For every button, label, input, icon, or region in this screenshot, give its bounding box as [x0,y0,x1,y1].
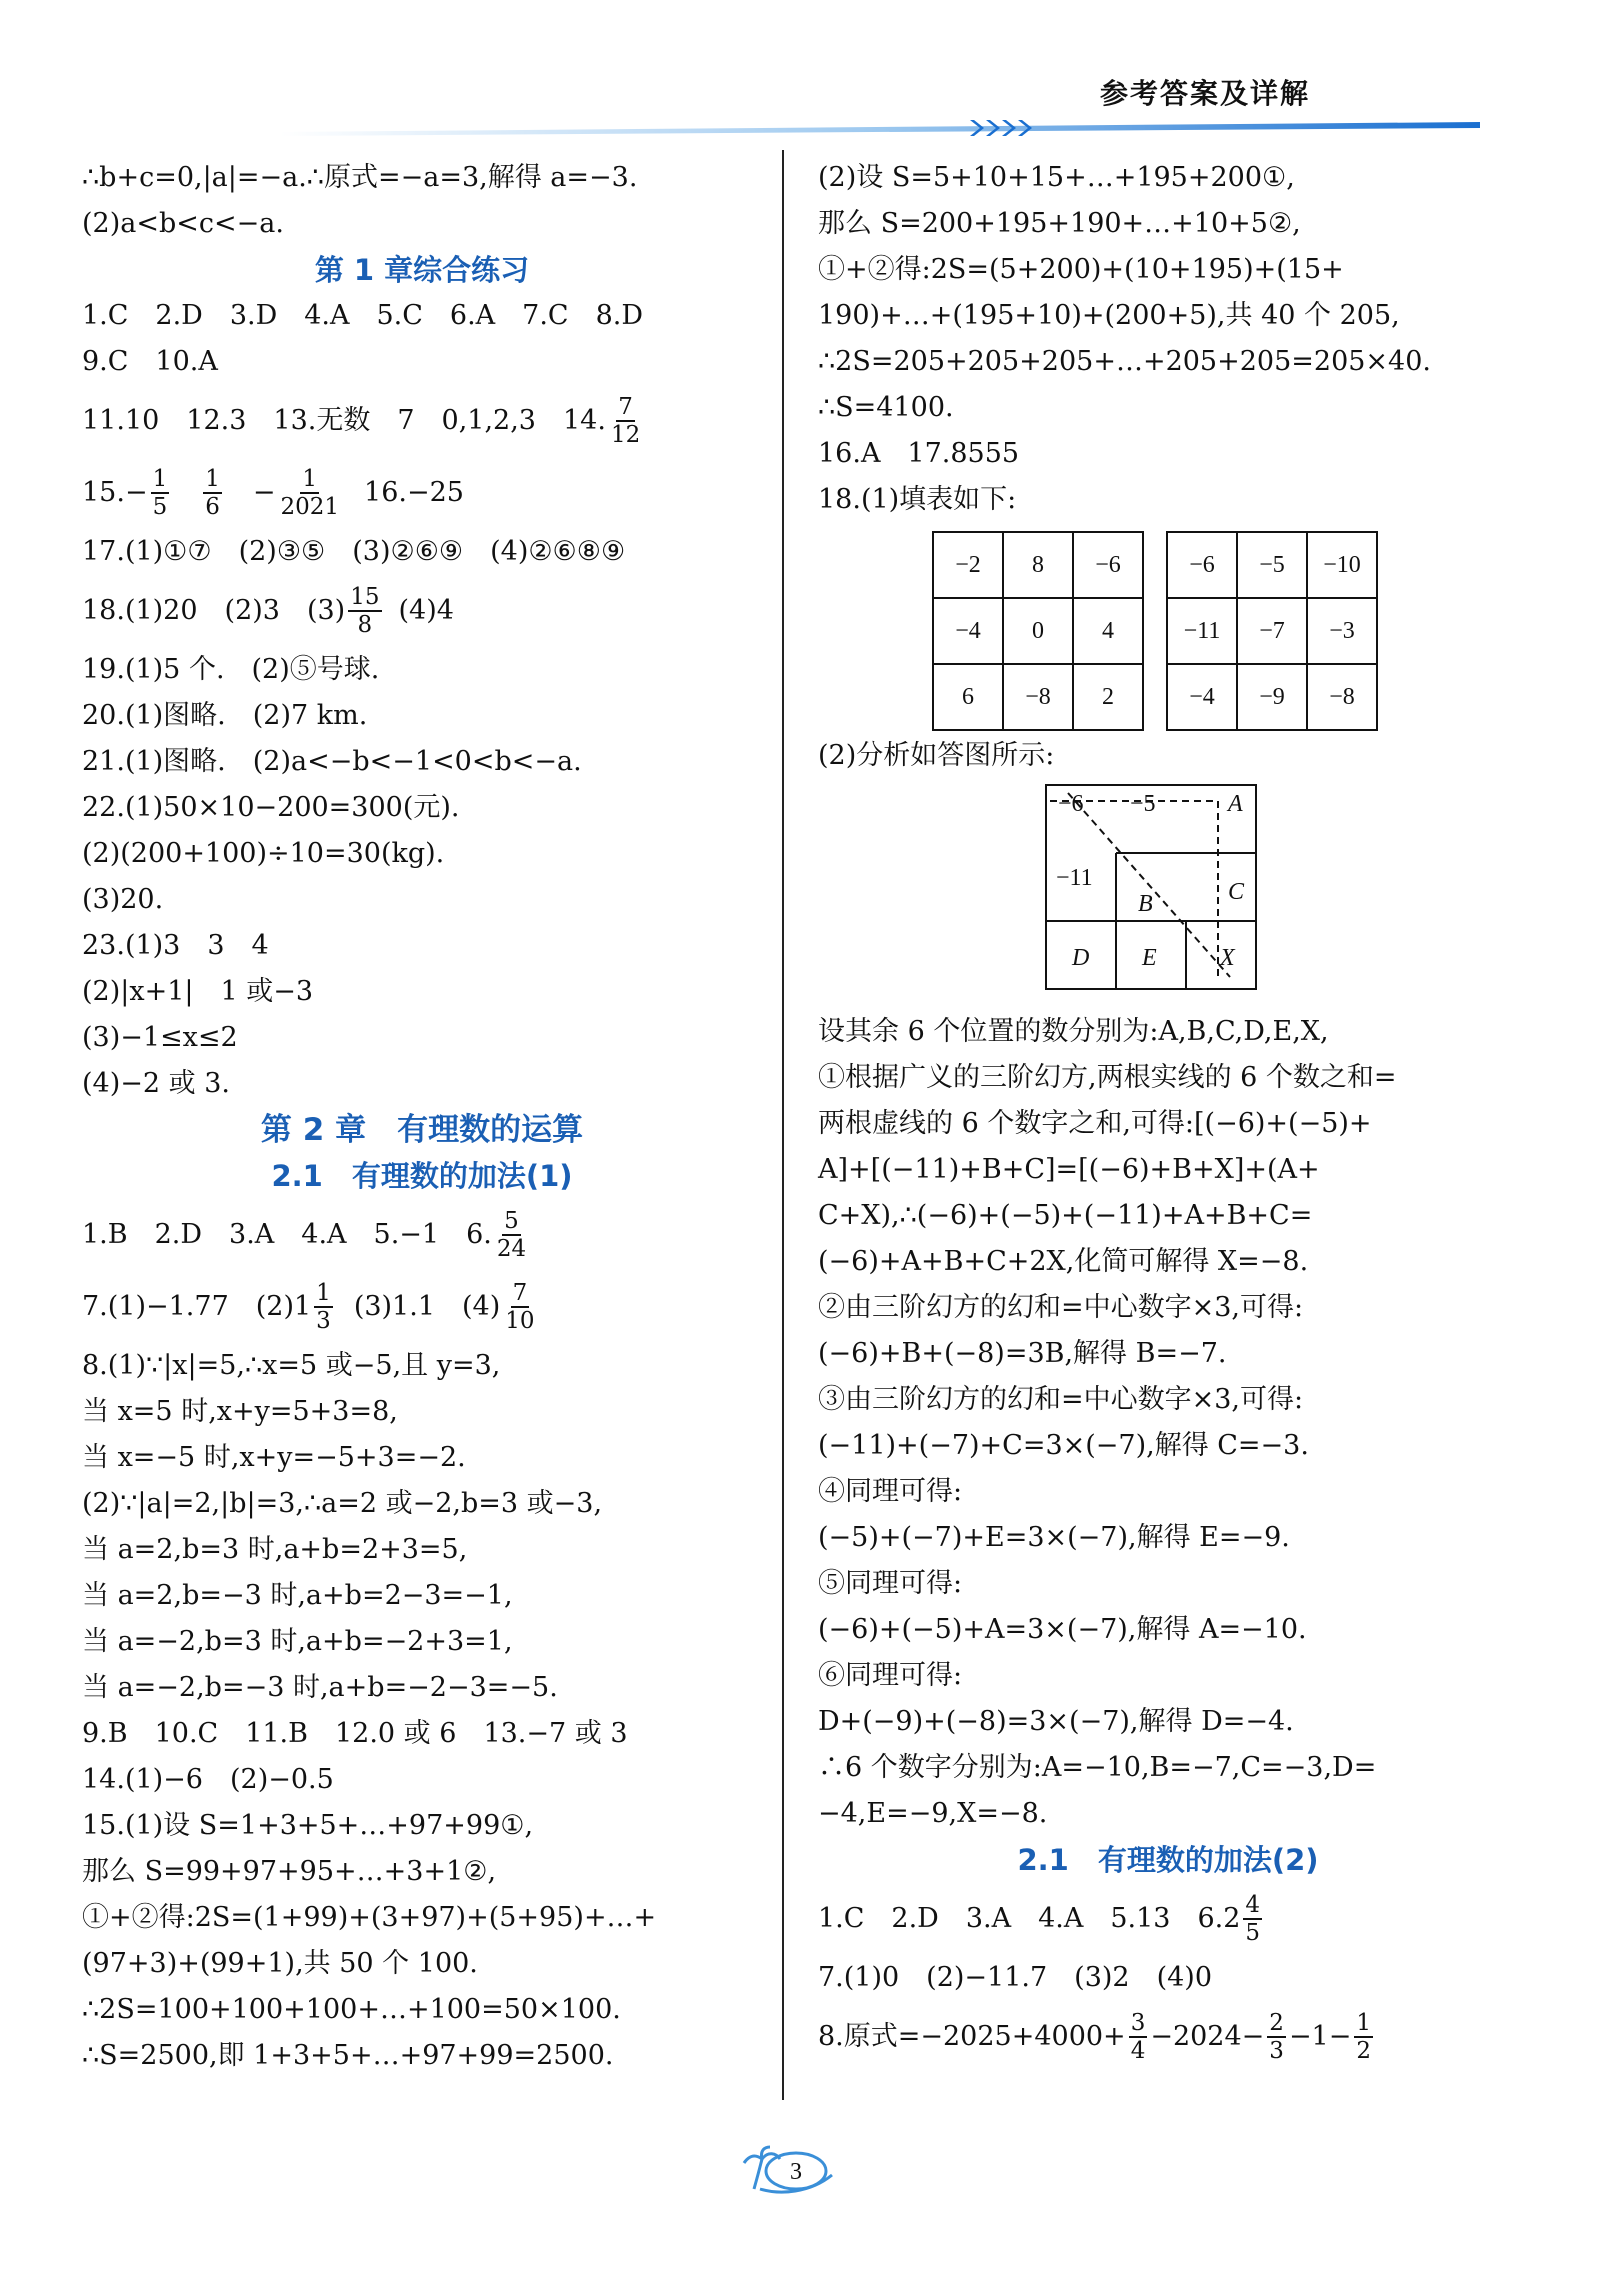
table-cell: −4 [933,598,1003,664]
text-line: 190)+…+(195+10)+(200+5),共 40 个 205, [818,300,1400,331]
table-cell: −8 [1003,664,1073,730]
table-cell: 6 [933,664,1003,730]
text-line: (2)a<b<c<−a. [82,208,284,239]
chapter1-review-title: 第 1 章综合练习 [314,253,530,287]
numerator: 15 [350,584,380,610]
text-line: ∴S=4100. [818,392,954,423]
numerator: 1 [205,466,220,492]
text-line: (2)分析如答图所示: [818,740,1055,771]
text-segment: 1.B 2.D 3.A 4.A 5.−1 6. [82,1219,492,1250]
text-segment: (4)4 [398,595,454,626]
fraction [203,466,222,520]
diagram-label: A [1228,791,1243,817]
text-line: 9.C 10.A [82,346,218,377]
table-cell: −11 [1167,598,1237,664]
text-line: (3)20. [82,884,164,915]
fraction [1243,1892,1262,1946]
text-segment: 7.(1)−1.77 (2)1 [82,1291,312,1322]
table-cell: −7 [1237,598,1307,664]
text-segment: − [252,477,276,508]
section-2-1-part2-title: 2.1 有理数的加法(2) [1017,1843,1319,1877]
text-line: ⑤同理可得: [818,1568,963,1599]
numerator: 2 [1269,2010,1284,2036]
text-line: 7.(1)0 (2)−11.7 (3)2 (4)0 [818,1962,1213,1993]
right-column [818,155,1518,2073]
text-line: (2)∵|a|=2,|b|=3,∴a=2 或−2,b=3 或−3, [82,1488,603,1519]
magic-square-table-2 [1166,531,1378,731]
text-line: ∴2S=205+205+205+…+205+205=205×40. [818,346,1431,377]
text-line: 8.(1)∵|x|=5,∴x=5 或−5,且 y=3, [82,1350,501,1381]
fraction [1267,2010,1286,2064]
fraction [1129,2010,1148,2064]
numerator: 5 [504,1208,519,1234]
numerator: 3 [1130,2010,1146,2036]
table-row [1167,664,1377,730]
denominator: 24 [496,1236,527,1262]
diagram-label: E [1142,945,1157,971]
denominator: 10 [505,1308,535,1334]
text-line: ①+②得:2S=(1+99)+(3+97)+(5+95)+…+ [82,1902,657,1933]
text-line: 19.(1)5 个. (2)⑤号球. [82,654,380,685]
text-line: D+(−9)+(−8)=3×(−7),解得 D=−4. [818,1706,1294,1737]
text-line: ∴b+c=0,|a|=−a.∴原式=−a=3,解得 a=−3. [82,162,638,193]
fraction [348,584,381,638]
fraction [1354,2010,1373,2064]
table-cell: −6 [1073,532,1143,598]
text-line: ①+②得:2S=(5+200)+(10+195)+(15+ [818,254,1344,285]
header-decoration-line [280,116,1490,152]
diagram-label: −11 [1056,865,1093,891]
text-segment: −1− [1288,2021,1352,2052]
text-line: (−11)+(−7)+C=3×(−7),解得 C=−3. [818,1430,1309,1461]
table-cell: −5 [1237,532,1307,598]
magic-square-table-1 [932,531,1144,731]
text-segment: 11.10 12.3 13.无数 7 0,1,2,3 14. [82,405,606,436]
text-line: 1.C 2.D 3.D 4.A 5.C 6.A 7.C 8.D [82,300,644,331]
table-cell: 0 [1003,598,1073,664]
page-number: 3 [790,2159,802,2185]
text-line-with-fraction [82,457,762,529]
denominator: 4 [1130,2038,1146,2064]
denominator: 3 [316,1308,331,1334]
text-segment: −2024− [1150,2021,1265,2052]
text-line: 当 x=5 时,x+y=5+3=8, [82,1396,398,1427]
text-segment: 18.(1)20 (2)3 (3) [82,595,346,626]
denominator: 5 [152,494,168,520]
text-line: (−6)+B+(−8)=3B,解得 B=−7. [818,1338,1227,1369]
denominator: 8 [357,612,373,638]
text-line-with-fraction [818,2001,1518,2073]
section-2-1-title: 2.1 有理数的加法(1) [271,1159,573,1193]
text-line: 9.B 10.C 11.B 12.0 或 6 13.−7 或 3 [82,1718,628,1749]
text-line-with-fraction [82,1271,762,1343]
text-line: 两根虚线的 6 个数字之和,可得:[(−6)+(−5)+ [818,1108,1372,1139]
numerator: 1 [152,466,168,492]
text-line: C+X),∴(−6)+(−5)+(−11)+A+B+C= [818,1200,1313,1231]
text-line-with-fraction [818,1883,1518,1955]
text-line: ∴S=2500,即 1+3+5+…+97+99=2500. [82,2040,614,2071]
text-line: 当 a=2,b=−3 时,a+b=2−3=−1, [82,1580,513,1611]
diagram-label: −5 [1130,791,1156,817]
denominator: 2021 [280,494,340,520]
text-line: 18.(1)填表如下: [818,484,1017,515]
text-segment: 8.原式=−2025+4000+ [818,2021,1126,2052]
fraction [503,1280,536,1334]
table-row [1167,532,1377,598]
text-line-with-fraction [82,385,762,457]
denominator: 6 [205,494,220,520]
text-line: 当 a=2,b=3 时,a+b=2+3=5, [82,1534,468,1565]
text-line: 那么 S=99+97+95+…+3+1②, [82,1856,497,1887]
text-line: ∴2S=100+100+100+…+100=50×100. [82,1994,621,2025]
diagram-label: D [1072,945,1090,971]
text-line: 14.(1)−6 (2)−0.5 [82,1764,334,1795]
table-row [933,664,1143,730]
denominator: 3 [1269,2038,1284,2064]
left-column [82,155,762,2079]
denominator: 5 [1245,1920,1261,1946]
text-line: 设其余 6 个位置的数分别为:A,B,C,D,E,X, [818,1016,1329,1047]
text-segment: (3)1.1 (4) [353,1291,501,1322]
text-line: ③由三阶幻方的幻和=中心数字×3,可得: [818,1384,1304,1415]
magic-square-diagram-svg [818,779,1518,1009]
text-line: 21.(1)图略. (2)a<−b<−1<0<b<−a. [82,746,582,777]
text-line: (−6)+(−5)+A=3×(−7),解得 A=−10. [818,1614,1307,1645]
table-cell: −9 [1237,664,1307,730]
text-line: 15.(1)设 S=1+3+5+…+97+99①, [82,1810,534,1841]
diagram-label: −6 [1058,791,1084,817]
fraction [495,1208,528,1262]
table-cell: −2 [933,532,1003,598]
table-cell: −8 [1307,664,1377,730]
diagram-label: B [1138,891,1153,917]
text-line: 22.(1)50×10−200=300(元). [82,792,460,823]
fraction [151,466,170,520]
numerator: 1 [316,1280,331,1306]
text-segment: 16.−25 [364,477,464,508]
fraction [609,394,642,448]
numerator: 1 [1356,2010,1372,2036]
table-cell: −10 [1307,532,1377,598]
table-cell: 8 [1003,532,1073,598]
text-line: (2)(200+100)÷10=30(kg). [82,838,445,869]
magic-square-diagram [818,779,1518,1009]
magic-square-tables [818,523,1518,733]
column-divider [782,150,784,2100]
numerator: 4 [1245,1892,1261,1918]
table-cell: 2 [1073,664,1143,730]
fraction [314,1280,333,1334]
text-line: 23.(1)3 3 4 [82,930,269,961]
table-cell: −3 [1307,598,1377,664]
chapter2-title: 第 2 章 有理数的运算 [260,1112,584,1148]
text-line: −4,E=−9,X=−8. [818,1798,1048,1829]
denominator: 2 [1356,2038,1372,2064]
table-row [1167,598,1377,664]
text-line: (−5)+(−7)+E=3×(−7),解得 E=−9. [818,1522,1290,1553]
page-number-badge [740,2145,840,2195]
table-cell: −6 [1167,532,1237,598]
text-segment: 15.− [82,477,148,508]
text-line: (2)设 S=5+10+15+…+195+200①, [818,162,1295,193]
text-line: 当 x=−5 时,x+y=−5+3=−2. [82,1442,466,1473]
text-line: ④同理可得: [818,1476,963,1507]
header-title: 参考答案及详解 [1100,77,1311,110]
table-row [933,598,1143,664]
text-line: (3)−1≤x≤2 [82,1022,238,1053]
diagram-label: X [1220,945,1235,971]
text-line-with-fraction [82,1199,762,1271]
text-line: (2)|x+1| 1 或−3 [82,976,314,1007]
text-line: ⑥同理可得: [818,1660,963,1691]
text-line: (4)−2 或 3. [82,1068,230,1099]
text-line: 20.(1)图略. (2)7 km. [82,700,368,731]
text-line: 当 a=−2,b=−3 时,a+b=−2−3=−5. [82,1672,558,1703]
text-line: ∴6 个数字分别为:A=−10,B=−7,C=−3,D= [818,1752,1377,1783]
numerator: 1 [302,466,318,492]
text-line: (−6)+A+B+C+2X,化简可解得 X=−8. [818,1246,1309,1277]
numerator: 7 [512,1280,528,1306]
text-line: 17.(1)①⑦ (2)③⑤ (3)②⑥⑨ (4)②⑥⑧⑨ [82,536,626,567]
text-line: (97+3)+(99+1),共 50 个 100. [82,1948,478,1979]
table-row [933,532,1143,598]
text-line: ②由三阶幻方的幻和=中心数字×3,可得: [818,1292,1304,1323]
text-line: ①根据广义的三阶幻方,两根实线的 6 个数之和= [818,1062,1397,1093]
diagram-label: C [1228,879,1245,905]
table-cell: 4 [1073,598,1143,664]
text-line-with-fraction [82,575,762,647]
fraction [278,466,341,520]
text-line: 16.A 17.8555 [818,438,1020,469]
numerator: 7 [618,394,633,420]
denominator: 12 [610,422,641,448]
text-line: A]+[(−11)+B+C]=[(−6)+B+X]+(A+ [818,1154,1320,1185]
table-cell: −4 [1167,664,1237,730]
text-segment: 1.C 2.D 3.A 4.A 5.13 6.2 [818,1903,1241,1934]
text-line: 那么 S=200+195+190+…+10+5②, [818,208,1301,239]
text-line: 当 a=−2,b=3 时,a+b=−2+3=1, [82,1626,513,1657]
